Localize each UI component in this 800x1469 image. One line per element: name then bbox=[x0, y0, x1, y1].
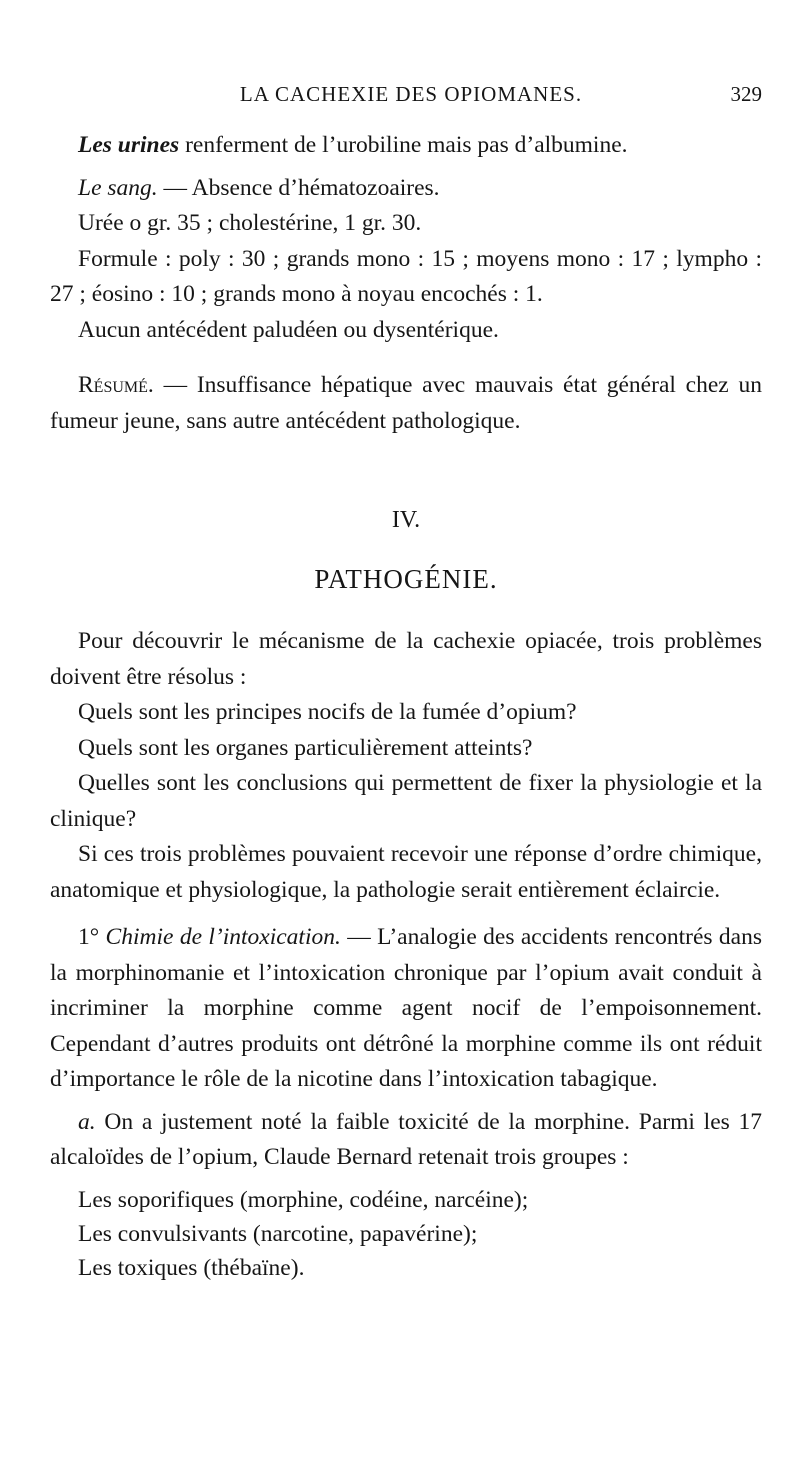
running-title: LA CACHEXIE DES OPIOMANES. bbox=[239, 82, 583, 106]
question-3: Quelles sont les conclusions qui permettent de fixer la physiologie et la clinique? bbox=[50, 770, 762, 832]
sang-text: — Absence d’hématozoaires. bbox=[163, 174, 440, 201]
list-item: Les soporifiques (morphine, codéine, narcéine); bbox=[78, 1186, 529, 1213]
list-item: Les convulsivants (narcotine, papavérine); bbox=[78, 1220, 478, 1247]
formule-paragraph: Formule : poly : 30 ; grands mono : 15 ; moyens mono : 17 ; lympho : 27 ; éosino : 10 ; grands mono à noyau encochés : 1. bbox=[50, 245, 762, 307]
resume-paragraph bbox=[50, 368, 762, 439]
page-number: 329 bbox=[730, 82, 762, 106]
sang-label: Le sang. bbox=[78, 174, 158, 201]
resume-label: Résumé. bbox=[78, 372, 154, 398]
a-label: a. bbox=[78, 1108, 96, 1135]
intro-paragraph: Pour découvrir le mécanisme de la cachexie opiacée, trois problèmes doivent être résolus : bbox=[50, 628, 762, 690]
alkaloid-groups-list bbox=[50, 1183, 762, 1285]
section-title: PATHOGÉNIE. bbox=[314, 564, 498, 594]
uree-line: Urée o gr. 35 ; cholestérine, 1 gr. 30. bbox=[78, 210, 422, 236]
sang-paragraph bbox=[50, 171, 762, 207]
chimie-number: 1° bbox=[78, 924, 100, 950]
chimie-text: — L’analogie des accidents rencontrés dans la morphinomanie et l’intoxication chronique par l’opium avait conduit à incriminer la morphine comme agent nocif de l’empoisonnement. Cependant d’autres produits ont détrôné la morphine comme ils ont réduit d’importance le rôle de la nicotine dans l’intoxication tabagique. bbox=[50, 924, 762, 1092]
section-number: IV. bbox=[391, 507, 421, 533]
question-1: Quels sont les principes nocifs de la fumée d’opium? bbox=[78, 699, 577, 725]
problems-paragraph: Si ces trois problèmes pouvaient recevoir une réponse d’ordre chimique, anatomique et physiologique, la pathologie serait entièrement éclaircie. bbox=[50, 841, 762, 903]
chimie-label: Chimie de l’intoxication. bbox=[105, 924, 341, 950]
page-header bbox=[60, 82, 762, 116]
page-body bbox=[50, 128, 762, 1285]
resume-text: — Insuffisance hépatique avec mauvais état général chez un fumeur jeune, sans autre antécédent pathologique. bbox=[50, 372, 762, 434]
chimie-paragraph bbox=[50, 920, 762, 1098]
urines-text: renferment de l’urobiline mais pas d’albumine. bbox=[185, 132, 628, 158]
question-2: Quels sont les organes particulièrement atteints? bbox=[78, 734, 533, 761]
urines-paragraph bbox=[50, 128, 762, 164]
list-item: Les toxiques (thébaïne). bbox=[78, 1254, 305, 1281]
urines-label: Les urines bbox=[78, 132, 180, 158]
a-paragraph bbox=[50, 1105, 762, 1176]
aucun-line: Aucun antécédent paludéen ou dysentérique. bbox=[78, 316, 499, 343]
a-text: On a justement noté la faible toxicité de la morphine. Parmi les 17 alcaloïdes de l’opium, Claude Bernard retenait trois groupes : bbox=[50, 1108, 763, 1170]
